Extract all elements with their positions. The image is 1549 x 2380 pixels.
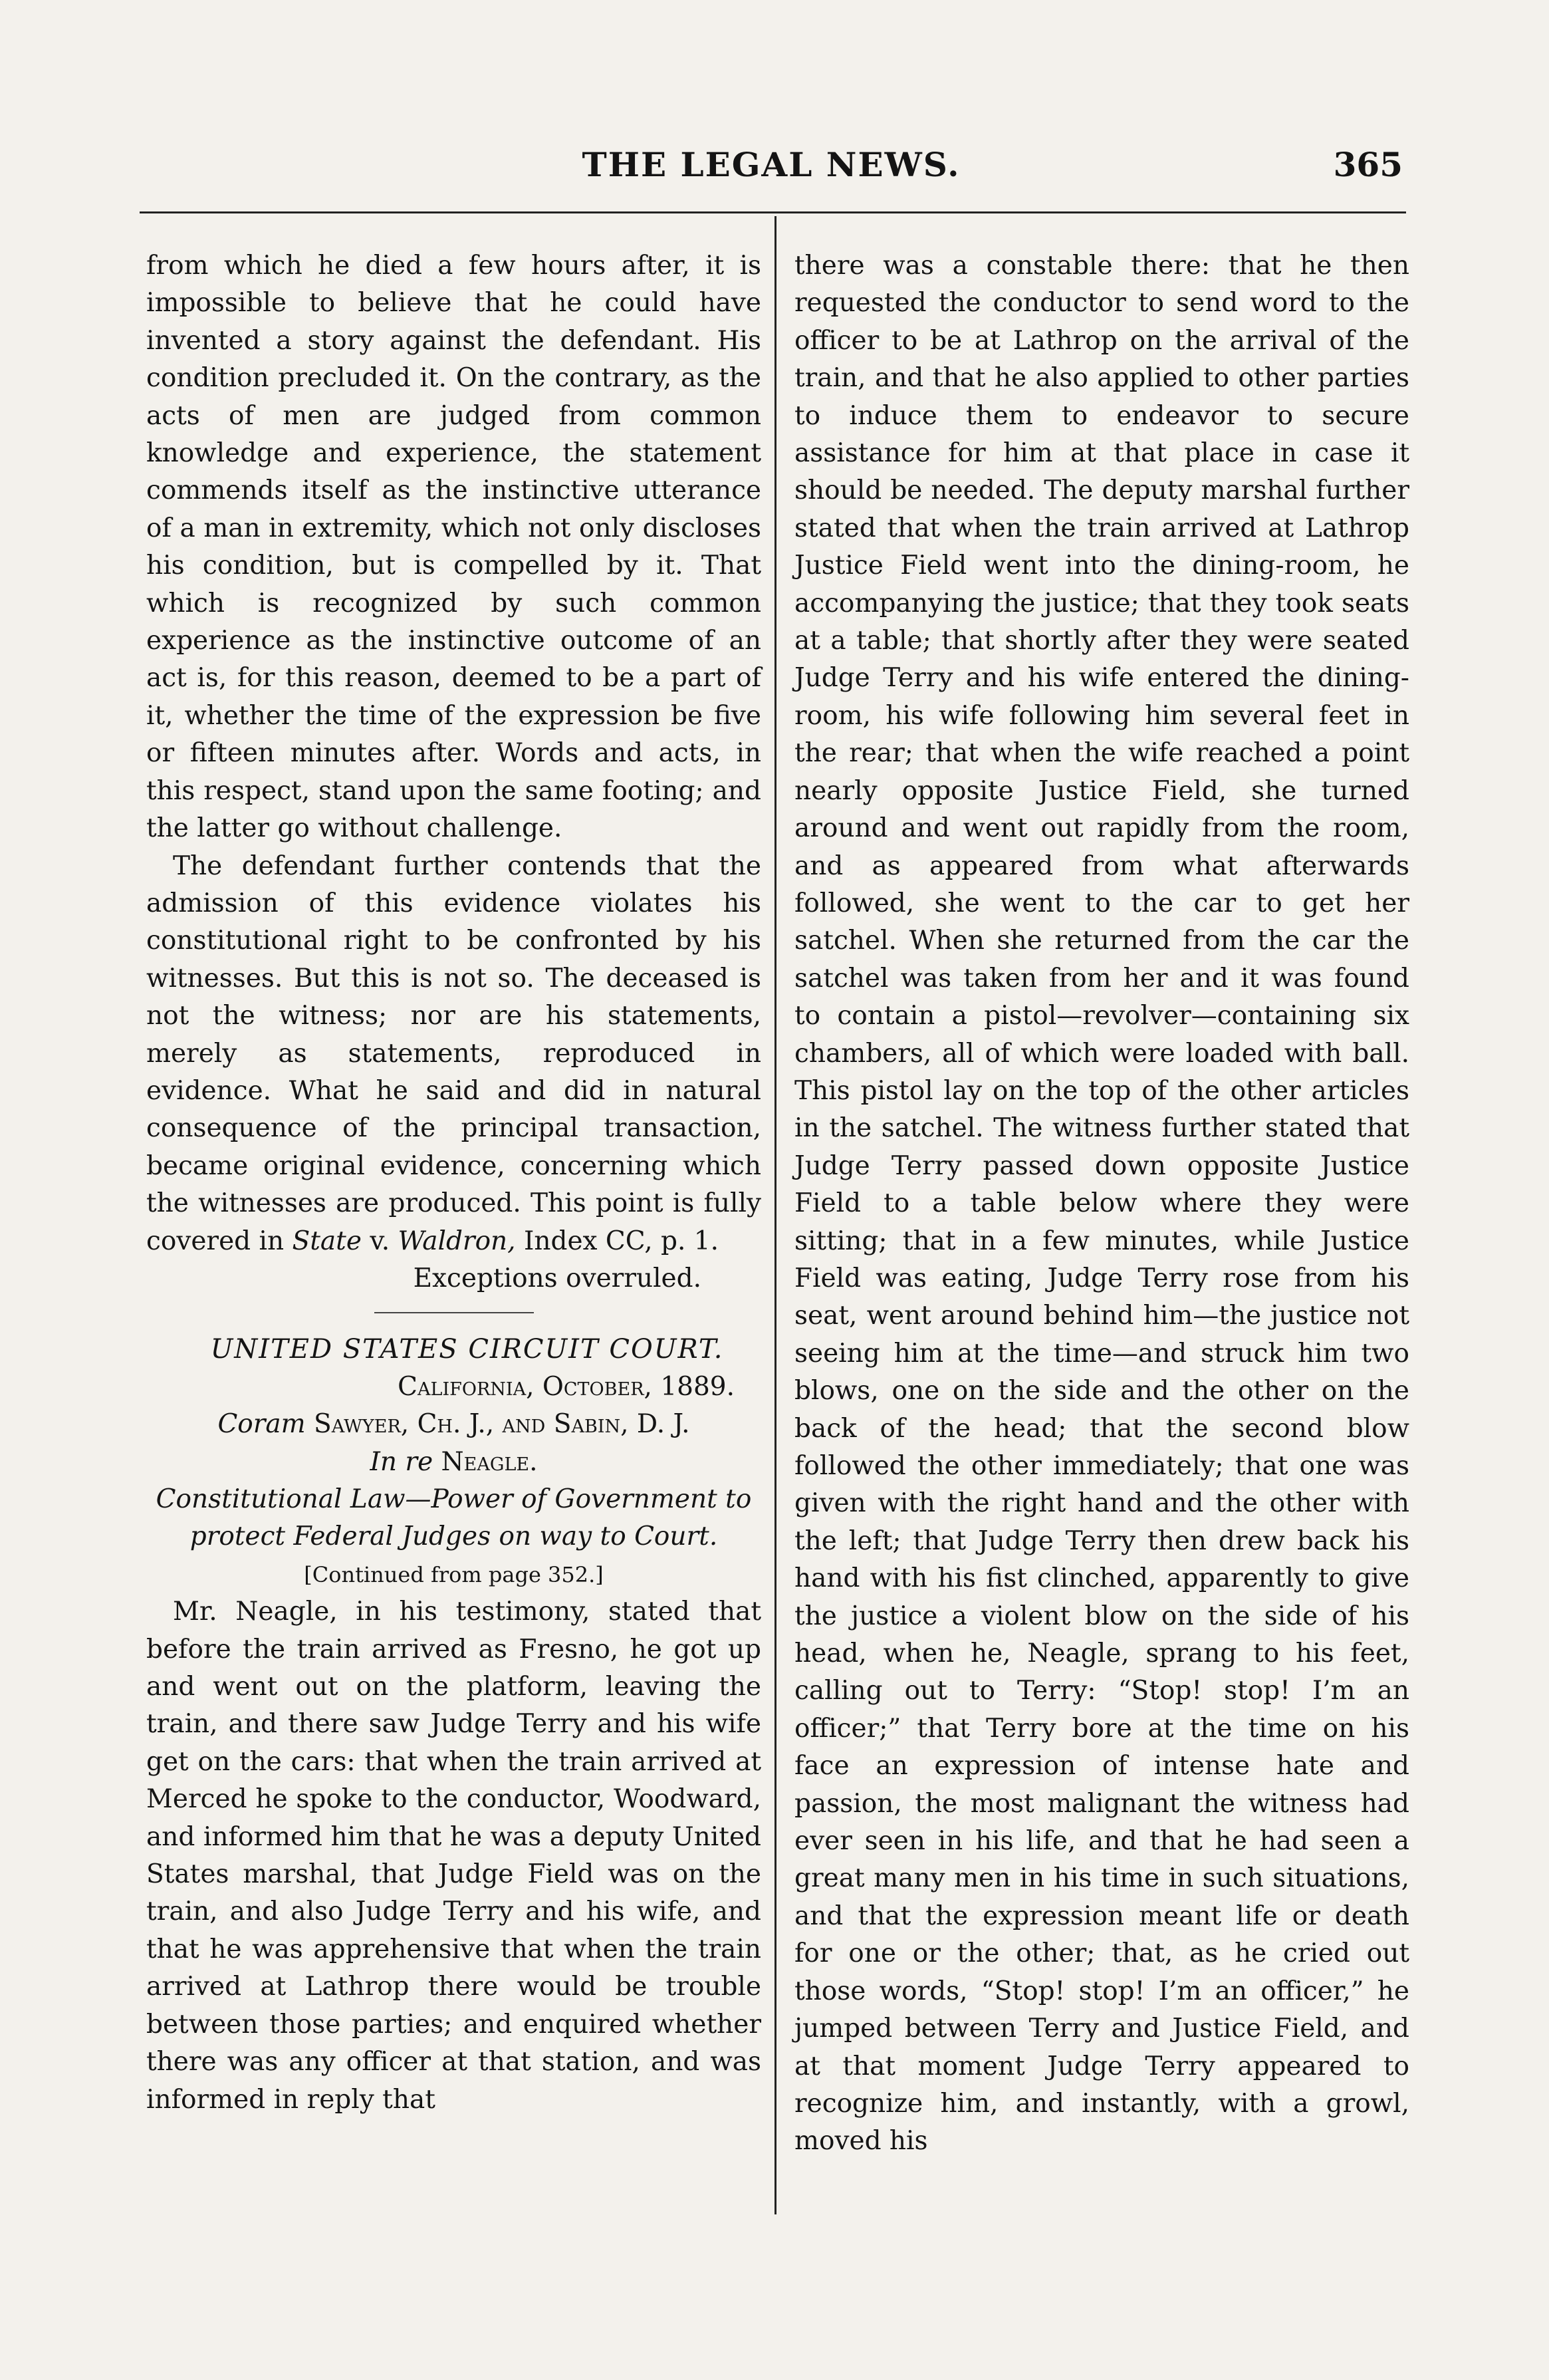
case-name-b: Waldron, — [398, 1226, 516, 1256]
right-column — [794, 247, 1409, 2161]
case-title — [146, 1444, 761, 1481]
in-re-word: In re — [370, 1446, 433, 1477]
case-versus: v. — [361, 1226, 398, 1256]
header-rule — [140, 211, 1406, 213]
in-re-name: Neagle. — [433, 1446, 538, 1477]
coram-word: Coram — [217, 1409, 306, 1440]
left-paragraph-2 — [146, 848, 761, 1260]
ruling-text: Exceptions overruled. — [413, 1263, 701, 1293]
subject-line-2: protect Federal Judges on way to Court. — [189, 1521, 718, 1552]
left-paragraph-1: from which he died a few hours after, it is impossible to believe that he could have invented a story against the defendant. His condition precluded it. On the contrary, as the acts of men are judged from common knowledge and experience, the statement commends itself as the instinctive utterance of a man in extremity, which not only discloses his condition, but is compelled by it. That which is recognized by such common experience as the instinctive outcome of an act is, for this reason, deemed to be a part of it, whether the time of the expression be five or fifteen minutes after. Words and acts, in this respect, stand upon the same footing; and the latter go without challenge. — [146, 251, 761, 844]
place-date: California, October, 1889. — [398, 1371, 735, 1402]
column-divider — [774, 216, 776, 2214]
court-title: UNITED STATES CIRCUIT COURT. — [210, 1334, 724, 1365]
case-name-a: State — [292, 1226, 362, 1256]
subject-line-1: Constitutional Law—Power of Government to — [156, 1484, 752, 1514]
left-paragraph-2-text: The defendant further contends that the admission of this evidence violates his constitutional right to be confronted by his witnesses. But this is not so. The deceased is not the witness; nor are his statements, merely as statements, reproduced in evidence. What he said and did in natural consequence of the principal transaction, became original evidence, concerning which the witnesses are produced. This point is fully covered in — [146, 851, 761, 1256]
section-separator — [374, 1312, 534, 1313]
coram-judges: Sawyer, Ch. J., and Sabin, D. J. — [305, 1409, 690, 1440]
left-paragraph-3: Mr. Neagle, in his testimony, stated that before the train arrived as Fresno, he got up and went out on the platform, leaving the train, and there saw Judge Terry and his wife get on the cars: that when the train arrived at Merced he spoke to the conductor, Woodward, and informed him that he was a deputy United States marshal, that Judge Field was on the train, and also Judge Terry and his wife, and that he was apprehensive that when the train arrived at Lathrop there would be trouble between those parties; and enquired whether there was any officer at that station, and was informed in reply that — [146, 1597, 761, 2115]
left-column — [146, 247, 761, 2119]
page-number: 365 — [1333, 145, 1403, 184]
continued-note: [Continued from page 352.] — [304, 1561, 604, 1587]
coram-line — [146, 1406, 761, 1443]
right-paragraph-1: there was a constable there: that he then requested the conductor to send word to the officer to be at Lathrop on the arrival of the train, and that he also applied to other parties to induce them to endeavor to secure assistance for him at that place in case it should be needed. The deputy marshal further stated that when the train arrived at Lathrop Justice Field went into the dining-room, he accompanying the justice; that they took seats at a table; that shortly after they were seated Judge Terry and his wife entered the dining-room, his wife following him several feet in the rear; that when the wife reached a point nearly opposite Justice Field, she turned around and went out rapidly from the room, and as appeared from what afterwards followed, she went to the car to get her satchel. When she returned from the car the satchel was taken from her and it was found to contain a pistol—revolver—containing six chambers, all of which were loaded with ball. This pistol lay on the top of the other articles in the satchel. The witness further stated that Judge Terry passed down opposite Justice Field to a table below where they were sitting; that in a few minutes, while Justice Field was eating, Judge Terry rose from his seat, went around behind him—the justice not seeing him at the time—and struck him two blows, one on the side and the other on the back of the head; that the second blow followed the other immediately; that one was given with the right hand and the other with the left; that Judge Terry then drew back his hand with his fist clinched, apparently to give the justice a violent blow on the side of his head, when he, Neagle, sprang to his feet, calling out to Terry: “Stop! stop! I’m an officer;” that Terry bore at the time on his face an expression of intense hate and passion, the most malignant the witness had ever seen in his life, and that he had seen a great many men in his time in such situations, and that the expression meant life or death for one or the other; that, as he cried out those words, “Stop! stop! I’m an officer,” he jumped between Terry and Justice Field, and at that moment Judge Terry appeared to recognize him, and instantly, with a growl, moved his — [794, 251, 1409, 2157]
running-title: THE LEGAL NEWS. — [582, 145, 961, 184]
case-citation: Index CC, p. 1. — [515, 1226, 719, 1256]
page-header — [140, 145, 1403, 198]
ruling — [146, 1260, 761, 1297]
